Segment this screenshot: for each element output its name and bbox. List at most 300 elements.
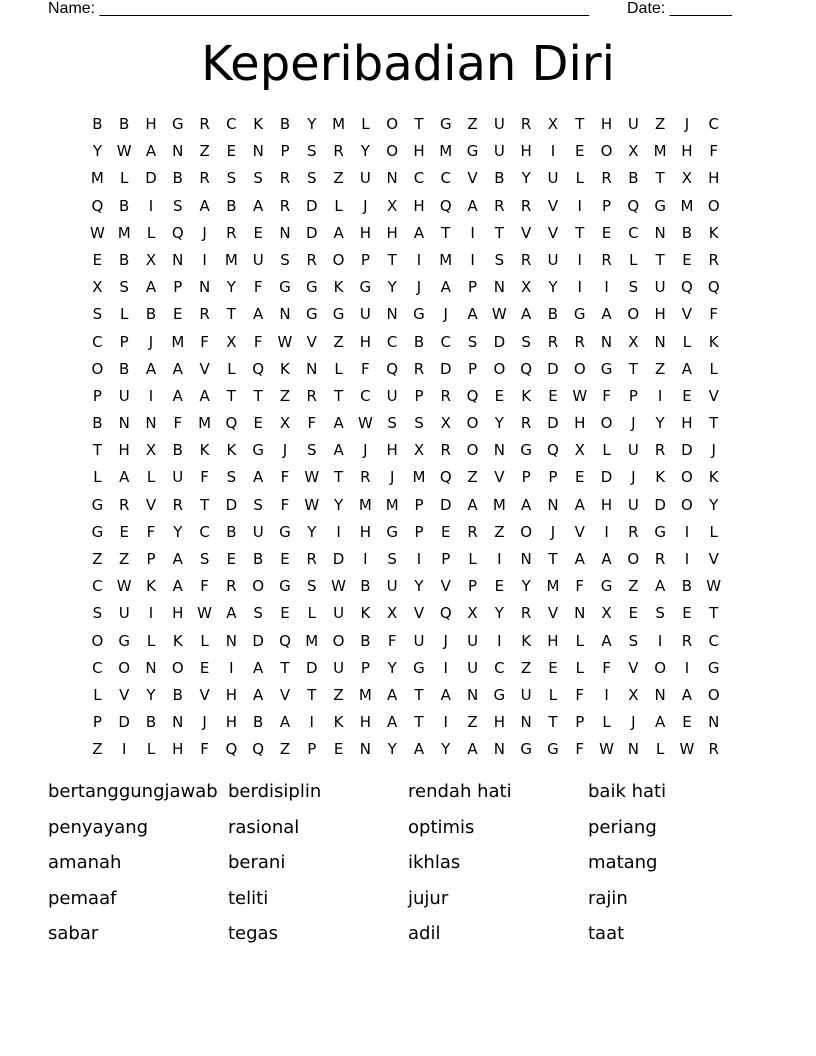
grid-letter[interactable]: P [575,713,585,732]
grid-letter[interactable]: T [414,685,424,704]
grid-letter[interactable]: O [91,631,104,650]
grid-letter[interactable]: P [173,278,183,297]
grid-letter[interactable]: Q [252,359,265,378]
grid-letter[interactable]: G [91,495,104,514]
grid-letter[interactable]: I [416,550,422,568]
grid-letter[interactable]: C [708,115,719,133]
grid-letter[interactable]: U [627,115,639,133]
grid-letter[interactable]: U [547,250,559,269]
grid-letter[interactable]: A [253,196,264,215]
grid-letter[interactable]: Y [146,685,156,704]
grid-letter[interactable]: E [628,604,639,623]
grid-letter[interactable]: I [577,278,582,297]
grid-letter[interactable]: K [708,223,719,242]
grid-letter[interactable]: U [413,631,425,650]
grid-letter[interactable]: A [440,685,451,704]
grid-letter[interactable]: S [92,604,103,623]
grid-letter[interactable]: P [521,468,531,487]
grid-letter[interactable]: W [304,468,320,487]
grid-letter[interactable]: Z [494,522,505,541]
grid-letter[interactable]: A [172,359,183,378]
grid-letter[interactable]: H [225,713,238,732]
grid-letter[interactable]: V [199,359,210,378]
grid-letter[interactable]: X [547,115,559,133]
grid-letter[interactable]: G [600,577,613,596]
grid-letter[interactable]: N [145,414,157,433]
grid-letter[interactable]: Q [91,196,104,215]
grid-letter[interactable]: J [363,196,368,215]
grid-letter[interactable]: M [439,142,453,161]
grid-letter[interactable]: E [253,414,263,433]
grid-letter[interactable]: P [414,495,424,514]
grid-letter[interactable]: E [682,386,692,405]
grid-letter[interactable]: G [600,359,613,378]
grid-letter[interactable]: O [600,414,613,433]
grid-letter[interactable]: X [92,278,103,297]
grid-letter[interactable]: V [547,196,559,215]
grid-letter[interactable]: R [199,115,210,133]
grid-letter[interactable]: J [550,522,556,541]
grid-letter[interactable]: A [467,305,478,324]
grid-letter[interactable]: R [520,414,532,433]
grid-letter[interactable]: K [360,604,371,623]
grid-letter[interactable]: V [708,550,719,568]
grid-letter[interactable]: O [386,142,399,161]
grid-letter[interactable]: B [360,631,371,650]
grid-letter[interactable]: I [148,196,154,215]
grid-letter[interactable]: L [655,740,665,759]
grid-letter[interactable]: V [494,468,505,487]
grid-letter[interactable]: Q [681,278,693,297]
grid-letter[interactable]: L [334,196,343,215]
grid-letter[interactable]: C [226,115,237,133]
grid-letter[interactable]: P [307,740,317,759]
grid-letter[interactable]: N [386,169,398,188]
grid-letter[interactable]: L [93,468,102,487]
grid-letter[interactable]: R [681,631,693,650]
grid-letter[interactable]: B [92,414,103,433]
grid-letter[interactable]: U [118,604,130,623]
grid-letter[interactable]: W [304,495,320,514]
grid-letter[interactable]: M [305,631,319,650]
grid-letter[interactable]: Q [466,386,479,405]
grid-letter[interactable]: W [197,604,212,623]
grid-letter[interactable]: I [577,250,582,269]
grid-letter[interactable]: D [547,359,559,378]
grid-letter[interactable]: G [279,522,291,541]
grid-letter[interactable]: I [416,250,422,269]
grid-letter[interactable]: M [332,115,346,133]
grid-letter[interactable]: T [280,658,290,677]
grid-letter[interactable]: A [467,495,478,514]
grid-letter[interactable]: E [199,658,210,677]
grid-letter[interactable]: T [655,169,665,188]
grid-letter[interactable]: F [575,685,585,704]
grid-letter[interactable]: K [333,713,344,732]
grid-letter[interactable]: C [628,223,639,242]
grid-letter[interactable]: I [121,740,127,759]
grid-letter[interactable]: G [520,740,532,759]
grid-letter[interactable]: A [333,441,344,460]
grid-letter[interactable]: G [332,305,345,324]
grid-letter[interactable]: V [681,305,693,324]
grid-letter[interactable]: S [307,169,317,188]
grid-letter[interactable]: X [279,414,291,433]
grid-letter[interactable]: K [708,332,719,351]
grid-letter[interactable]: N [654,223,666,242]
grid-letter[interactable]: I [148,386,154,405]
grid-letter[interactable]: X [387,196,398,215]
grid-letter[interactable]: A [253,685,264,704]
grid-letter[interactable]: U [547,169,559,188]
grid-letter[interactable]: Q [386,359,399,378]
grid-letter[interactable]: N [520,713,532,732]
grid-letter[interactable]: A [145,278,157,297]
grid-letter[interactable]: F [200,468,209,487]
grid-letter[interactable]: M [224,250,238,269]
grid-letter[interactable]: Y [548,278,558,297]
grid-letter[interactable]: S [307,577,317,596]
grid-letter[interactable]: W [679,740,695,759]
grid-letter[interactable]: G [573,305,586,324]
grid-letter[interactable]: W [706,577,722,596]
grid-letter[interactable]: Y [387,658,397,677]
grid-letter[interactable]: F [709,305,719,324]
grid-letter[interactable]: G [279,278,291,297]
grid-letter[interactable]: T [92,441,102,460]
grid-letter[interactable]: K [253,115,264,133]
grid-letter[interactable]: J [202,713,207,732]
grid-letter[interactable]: D [439,359,452,378]
grid-letter[interactable]: F [575,577,585,596]
grid-letter[interactable]: A [253,468,264,487]
grid-letter[interactable]: R [520,115,532,133]
grid-letter[interactable]: K [280,359,290,378]
grid-letter[interactable]: L [227,359,236,378]
grid-letter[interactable]: I [684,658,690,677]
grid-letter[interactable]: T [226,305,236,324]
grid-letter[interactable]: T [307,685,317,704]
grid-letter[interactable]: B [145,713,157,732]
grid-letter[interactable]: A [199,386,210,405]
grid-letter[interactable]: K [146,577,156,596]
grid-letter[interactable]: Q [439,604,452,623]
grid-letter[interactable]: S [655,604,665,623]
grid-letter[interactable]: Z [467,468,478,487]
grid-letter[interactable]: U [386,386,398,405]
grid-letter[interactable]: I [497,550,502,568]
grid-letter[interactable]: N [279,305,291,324]
grid-letter[interactable]: B [145,305,157,324]
grid-letter[interactable]: Z [92,550,103,568]
grid-letter[interactable]: H [172,740,184,759]
grid-letter[interactable]: A [145,142,157,161]
grid-letter[interactable]: H [600,495,613,514]
grid-letter[interactable]: U [359,305,371,324]
grid-letter[interactable]: G [707,658,720,677]
grid-letter[interactable]: L [361,115,370,133]
grid-letter[interactable]: B [494,169,505,188]
grid-letter[interactable]: U [359,169,371,188]
grid-letter[interactable]: T [494,223,504,242]
grid-letter[interactable]: T [333,468,344,487]
grid-letter[interactable]: R [520,196,532,215]
grid-letter[interactable]: I [443,658,448,677]
grid-letter[interactable]: N [493,278,505,297]
grid-letter[interactable]: E [226,550,237,568]
grid-letter[interactable]: A [279,713,291,732]
grid-letter[interactable]: O [707,685,720,704]
grid-letter[interactable]: L [146,223,156,242]
grid-letter[interactable]: R [440,441,451,460]
grid-letter[interactable]: V [119,685,130,704]
grid-letter[interactable]: X [145,441,157,460]
grid-letter[interactable]: O [707,196,720,215]
grid-letter[interactable]: F [709,142,719,161]
grid-letter[interactable]: R [654,550,666,568]
grid-letter[interactable]: I [229,658,234,677]
grid-letter[interactable]: N [306,359,318,378]
grid-letter[interactable]: Z [333,169,344,188]
grid-letter[interactable]: A [521,305,532,324]
grid-letter[interactable]: L [120,169,129,188]
grid-letter[interactable]: B [172,685,183,704]
grid-letter[interactable]: E [494,577,505,596]
grid-letter[interactable]: N [627,740,639,759]
grid-letter[interactable]: M [653,142,667,161]
grid-letter[interactable]: J [711,441,716,460]
grid-letter[interactable]: C [92,658,103,677]
grid-letter[interactable]: A [440,278,451,297]
grid-letter[interactable]: Y [360,142,370,161]
grid-letter[interactable]: A [387,713,398,732]
grid-letter[interactable]: A [119,468,130,487]
grid-letter[interactable]: F [602,386,611,405]
grid-letter[interactable]: T [548,713,558,732]
grid-letter[interactable]: Y [494,604,504,623]
grid-letter[interactable]: T [655,250,665,269]
grid-letter[interactable]: X [413,441,425,460]
grid-letter[interactable]: F [361,359,370,378]
grid-letter[interactable]: C [708,631,719,650]
grid-letter[interactable]: O [91,359,104,378]
grid-letter[interactable]: A [253,305,264,324]
grid-letter[interactable]: T [226,386,236,405]
grid-letter[interactable]: R [628,522,639,541]
grid-letter[interactable]: R [520,250,532,269]
grid-letter[interactable]: U [118,386,130,405]
grid-letter[interactable]: A [172,386,183,405]
grid-letter[interactable]: Q [252,740,265,759]
grid-letter[interactable]: B [119,115,130,133]
grid-letter[interactable]: E [226,142,237,161]
grid-letter[interactable]: Y [226,278,236,297]
grid-letter[interactable]: O [118,658,131,677]
grid-letter[interactable]: N [172,142,184,161]
grid-letter[interactable]: S [253,169,263,188]
grid-letter[interactable]: O [573,359,586,378]
grid-letter[interactable]: S [414,414,424,433]
grid-letter[interactable]: O [654,658,667,677]
grid-letter[interactable]: A [574,550,585,568]
grid-letter[interactable]: H [359,332,371,351]
grid-letter[interactable]: B [628,169,639,188]
grid-letter[interactable]: Q [439,468,452,487]
grid-letter[interactable]: L [307,604,316,623]
grid-letter[interactable]: I [148,604,154,623]
grid-letter[interactable]: W [331,577,346,596]
grid-letter[interactable]: S [226,169,237,188]
grid-letter[interactable]: E [173,305,183,324]
grid-letter[interactable]: G [252,441,264,460]
grid-letter[interactable]: L [575,658,584,677]
grid-letter[interactable]: N [172,713,184,732]
grid-letter[interactable]: V [521,223,532,242]
grid-letter[interactable]: X [521,278,532,297]
grid-letter[interactable]: I [363,550,368,568]
grid-letter[interactable]: M [198,414,212,433]
grid-letter[interactable]: F [575,740,585,759]
grid-letter[interactable]: Z [333,685,344,704]
grid-letter[interactable]: A [413,223,425,242]
grid-letter[interactable]: A [655,713,666,732]
grid-letter[interactable]: L [146,740,156,759]
grid-letter[interactable]: A [387,685,398,704]
grid-letter[interactable]: B [253,713,264,732]
grid-letter[interactable]: L [602,441,611,460]
grid-letter[interactable]: H [574,414,586,433]
grid-letter[interactable]: I [604,685,609,704]
grid-letter[interactable]: P [280,142,290,161]
grid-letter[interactable]: Y [521,169,531,188]
grid-letter[interactable]: Y [92,142,102,161]
grid-letter[interactable]: Q [279,631,291,650]
grid-letter[interactable]: U [520,685,532,704]
grid-letter[interactable]: P [468,278,478,297]
grid-letter[interactable]: T [333,386,344,405]
grid-letter[interactable]: W [599,740,614,759]
grid-letter[interactable]: M [90,169,104,188]
grid-letter[interactable]: P [628,386,638,405]
grid-letter[interactable]: F [307,414,317,433]
grid-letter[interactable]: K [172,631,183,650]
grid-letter[interactable]: J [389,468,395,487]
grid-letter[interactable]: N [172,250,184,269]
grid-letter[interactable]: N [493,740,505,759]
grid-letter[interactable]: W [116,577,132,596]
grid-letter[interactable]: A [681,685,693,704]
grid-letter[interactable]: X [628,332,639,351]
grid-letter[interactable]: A [601,305,612,324]
grid-letter[interactable]: T [628,359,638,378]
grid-letter[interactable]: E [575,468,585,487]
grid-letter[interactable]: K [708,468,719,487]
grid-letter[interactable]: A [199,196,210,215]
grid-letter[interactable]: Y [441,740,451,759]
grid-letter[interactable]: E [601,223,612,242]
grid-letter[interactable]: V [547,223,559,242]
grid-letter[interactable]: C [413,169,425,188]
grid-letter[interactable]: Q [520,359,533,378]
grid-letter[interactable]: R [279,169,291,188]
grid-letter[interactable]: B [119,196,130,215]
grid-letter[interactable]: L [334,359,343,378]
grid-letter[interactable]: G [118,631,130,650]
grid-letter[interactable]: A [681,359,693,378]
grid-letter[interactable]: F [173,414,183,433]
grid-letter[interactable]: N [574,604,586,623]
grid-letter[interactable]: R [333,142,344,161]
grid-letter[interactable]: Q [225,414,238,433]
grid-letter[interactable]: M [439,250,453,269]
grid-letter[interactable]: D [305,223,318,242]
grid-letter[interactable]: N [118,414,130,433]
grid-letter[interactable]: D [305,658,318,677]
grid-letter[interactable]: B [172,441,183,460]
grid-letter[interactable]: Z [279,386,291,405]
grid-letter[interactable]: I [470,250,475,269]
grid-letter[interactable]: L [468,550,477,568]
grid-letter[interactable]: R [654,441,666,460]
grid-letter[interactable]: C [92,577,103,596]
grid-letter[interactable]: W [491,305,507,324]
grid-letter[interactable]: H [359,713,371,732]
grid-letter[interactable]: P [414,522,424,541]
grid-letter[interactable]: V [279,685,291,704]
grid-letter[interactable]: R [708,740,719,759]
grid-letter[interactable]: G [279,577,291,596]
grid-letter[interactable]: H [413,142,425,161]
grid-letter[interactable]: A [655,577,666,596]
grid-letter[interactable]: P [548,468,558,487]
grid-letter[interactable]: A [574,495,585,514]
grid-letter[interactable]: I [657,631,663,650]
grid-letter[interactable]: I [577,196,582,215]
grid-letter[interactable]: C [92,332,103,351]
grid-letter[interactable]: M [546,577,560,596]
grid-letter[interactable]: F [280,468,290,487]
grid-letter[interactable]: B [172,169,183,188]
grid-letter[interactable]: E [280,550,290,568]
grid-letter[interactable]: H [600,115,613,133]
grid-letter[interactable]: K [226,441,237,460]
grid-letter[interactable]: H [359,223,371,242]
grid-letter[interactable]: V [413,604,425,623]
grid-letter[interactable]: D [145,169,157,188]
grid-letter[interactable]: A [333,223,344,242]
grid-letter[interactable]: L [93,685,102,704]
grid-letter[interactable]: B [119,359,130,378]
grid-letter[interactable]: Q [171,223,184,242]
grid-letter[interactable]: O [627,305,640,324]
grid-letter[interactable]: H [386,223,398,242]
grid-letter[interactable]: S [280,250,290,269]
grid-letter[interactable]: U [252,250,264,269]
grid-letter[interactable]: B [547,305,559,324]
grid-letter[interactable]: L [548,685,558,704]
grid-letter[interactable]: R [172,495,183,514]
grid-letter[interactable]: G [654,522,666,541]
grid-letter[interactable]: U [333,604,345,623]
grid-letter[interactable]: A [145,359,157,378]
grid-letter[interactable]: O [600,142,613,161]
grid-letter[interactable]: N [386,305,398,324]
grid-letter[interactable]: S [387,414,397,433]
grid-letter[interactable]: H [520,142,532,161]
grid-letter[interactable]: N [359,740,371,759]
grid-letter[interactable]: I [684,522,690,541]
grid-letter[interactable]: X [440,414,451,433]
